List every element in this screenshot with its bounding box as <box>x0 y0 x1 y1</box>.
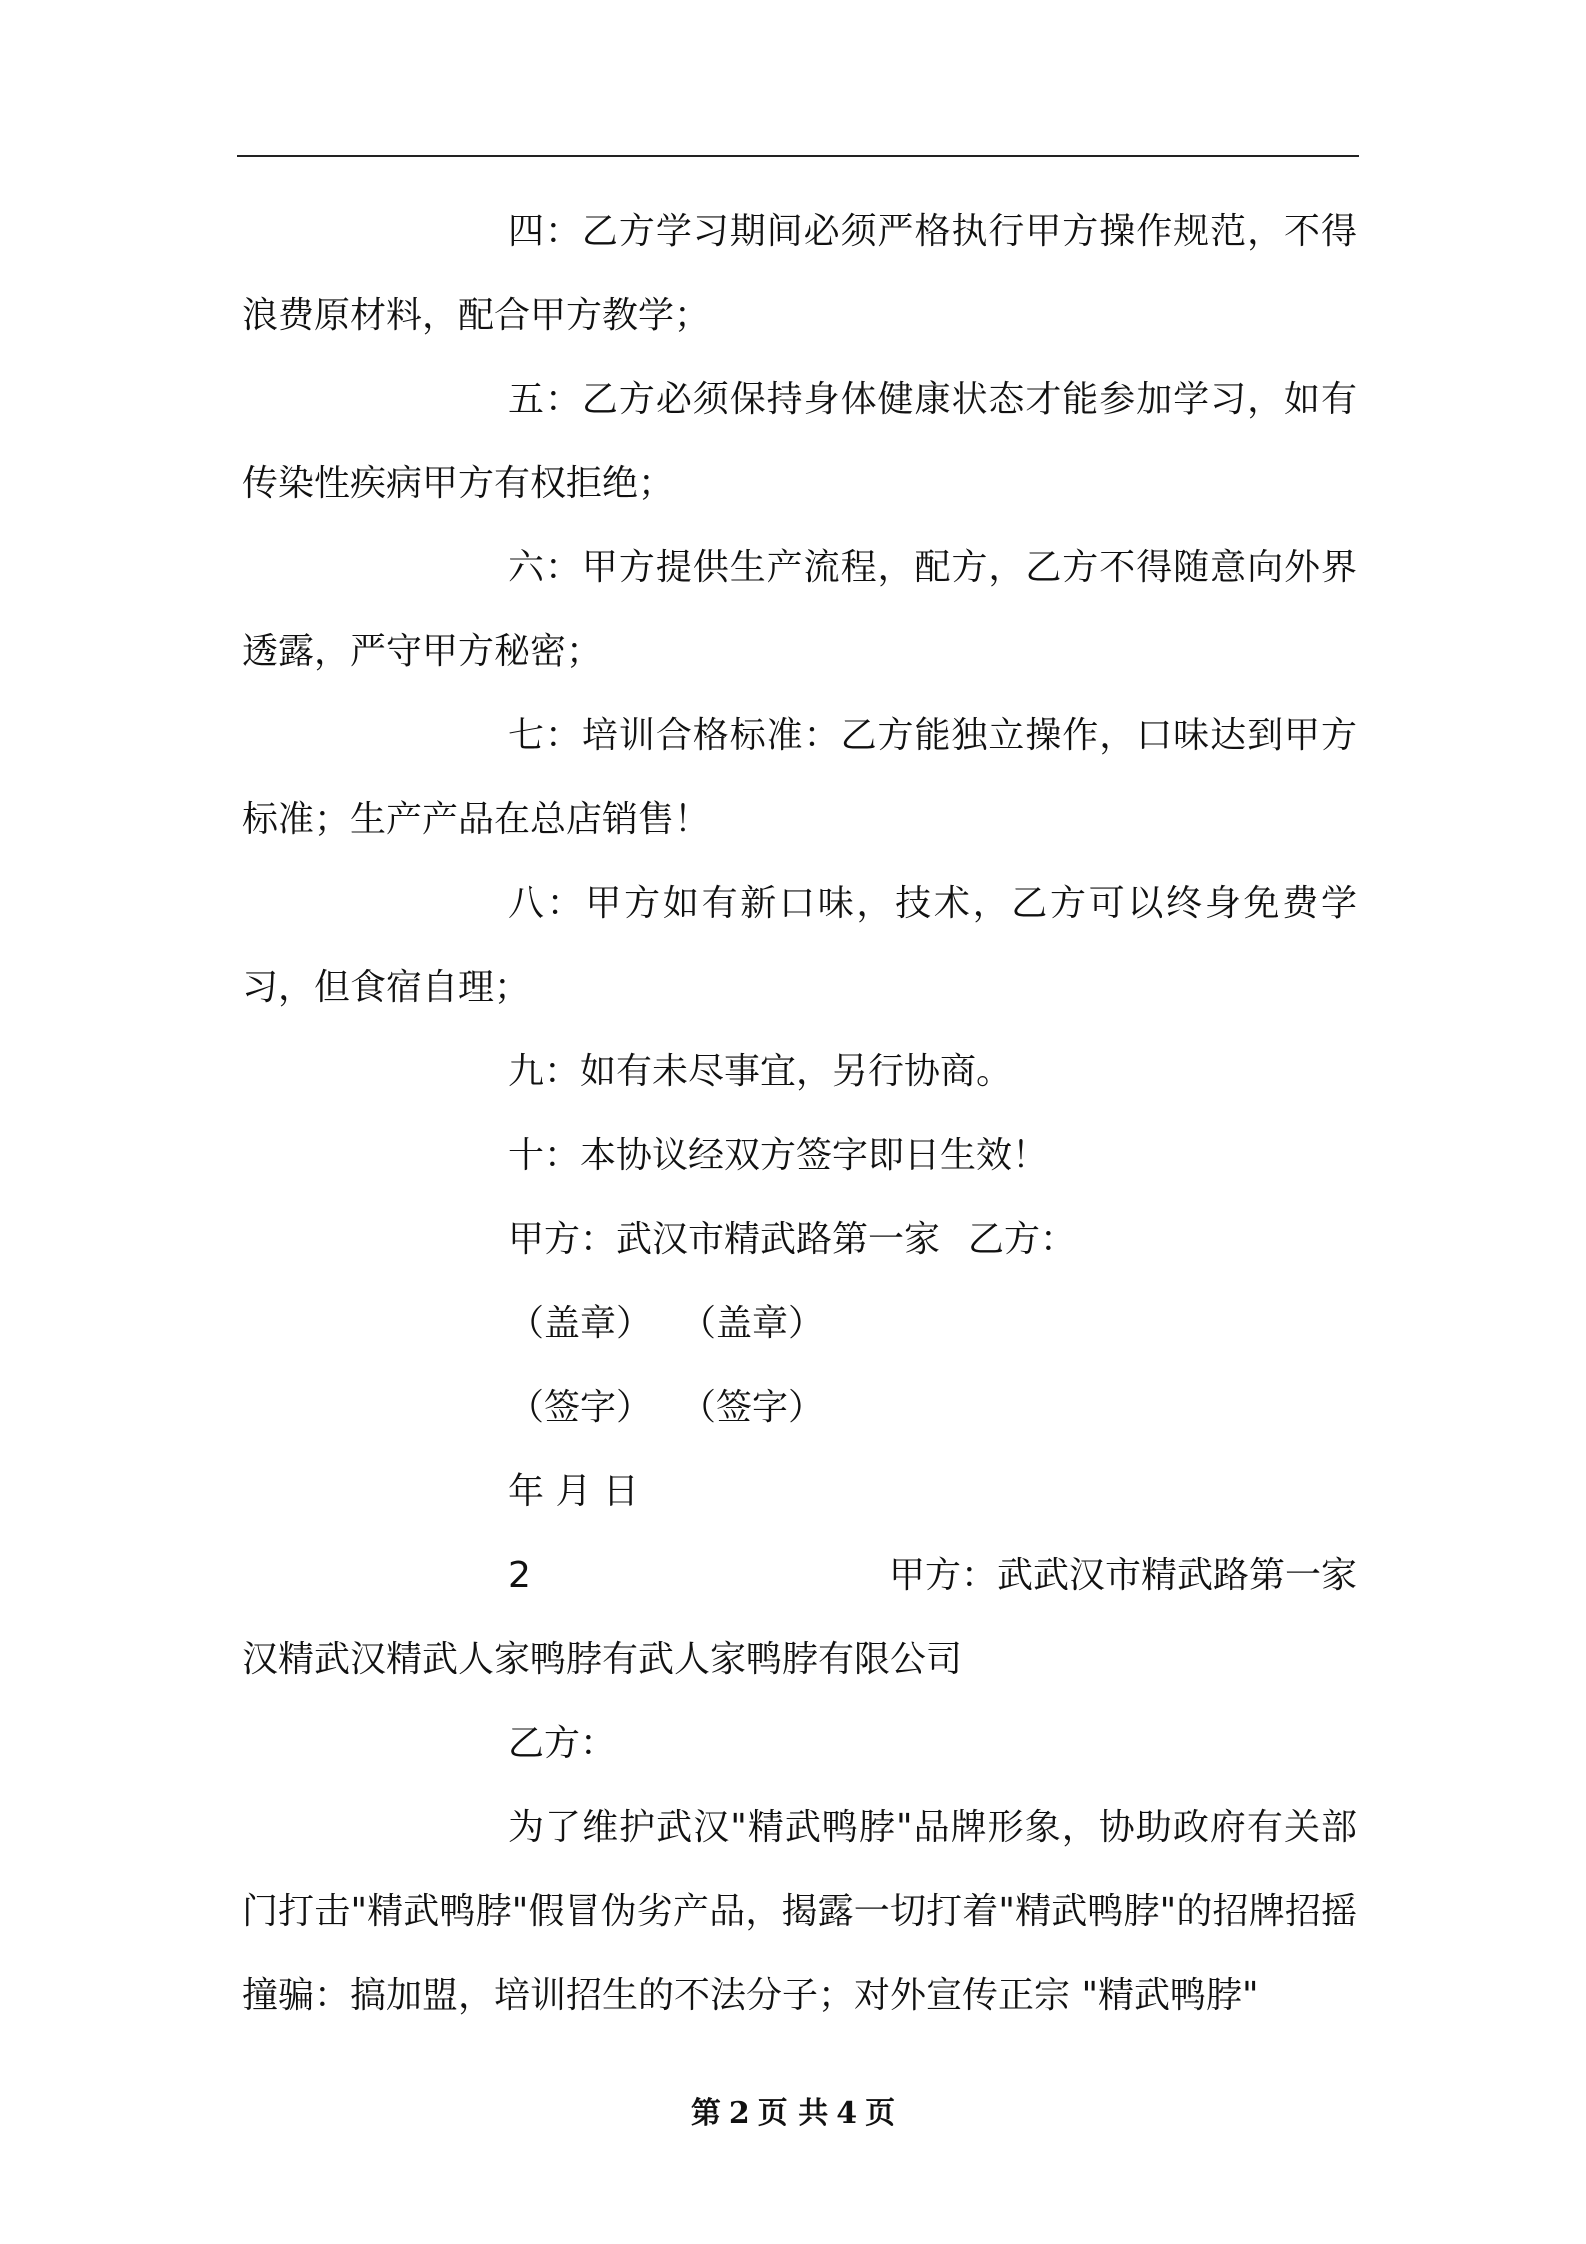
section-number: 2 <box>508 1555 531 1596</box>
sign-a: （签字） <box>508 1387 653 1428</box>
date-line: 年 月 日 <box>508 1471 639 1512</box>
footer-current-page: 2 <box>728 2096 750 2131</box>
header-rule <box>237 155 1359 157</box>
seal-a: （盖章） <box>508 1303 653 1344</box>
seal-b: （盖章） <box>680 1303 825 1344</box>
clause-10: 十：本协议经双方签字即日生效！ <box>508 1135 1049 1176</box>
document-body <box>242 190 1357 2038</box>
section-2-party-a: 甲方：武武汉市精武路第一家 <box>888 1555 1357 1596</box>
clause-8: 八：甲方如有新口味，技术，乙方可以终身免费学习，但食宿自理； <box>242 883 1357 1008</box>
footer-suffix: 页 <box>865 2096 896 2131</box>
sign-line <box>242 1366 1357 1450</box>
clause-9: 九：如有未尽事宜，另行协商。 <box>508 1051 1013 1092</box>
signature-party-line <box>242 1198 1357 1282</box>
clause-4: 四：乙方学习期间必须严格执行甲方操作规范，不得浪费原材料，配合甲方教学； <box>242 211 1357 336</box>
company-line: 汉精武汉精武人家鸭脖有武人家鸭脖有限公司 <box>242 1639 963 1680</box>
section-2-header <box>242 1534 1357 1618</box>
party-a-label: 甲方：武汉市精武路第一家 <box>508 1219 941 1260</box>
section-2-party-b: 乙方： <box>508 1723 617 1764</box>
footer-middle: 页 共 <box>757 2096 829 2131</box>
footer-total-pages: 4 <box>836 2096 858 2131</box>
page-footer <box>0 2088 1586 2132</box>
party-b-label: 乙方： <box>968 1219 1077 1260</box>
seal-line <box>242 1282 1357 1366</box>
clause-7: 七：培训合格标准：乙方能独立操作，口味达到甲方标准；生产产品在总店销售！ <box>242 715 1357 840</box>
clause-6: 六：甲方提供生产流程，配方，乙方不得随意向外界透露，严守甲方秘密； <box>242 547 1357 672</box>
section-2-intro: 为了维护武汉"精武鸭脖"品牌形象，协助政府有关部门打击"精武鸭脖"假冒伪劣产品，揭露一切打着"精武鸭脖"的招牌招摇撞骗：搞加盟，培训招生的不法分子；对外宣传正宗 "精武鸭脖" <box>242 1807 1357 2016</box>
footer-prefix: 第 <box>690 2096 721 2131</box>
clause-5: 五：乙方必须保持身体健康状态才能参加学习，如有传染性疾病甲方有权拒绝； <box>242 379 1357 504</box>
sign-b: （签字） <box>680 1387 825 1428</box>
